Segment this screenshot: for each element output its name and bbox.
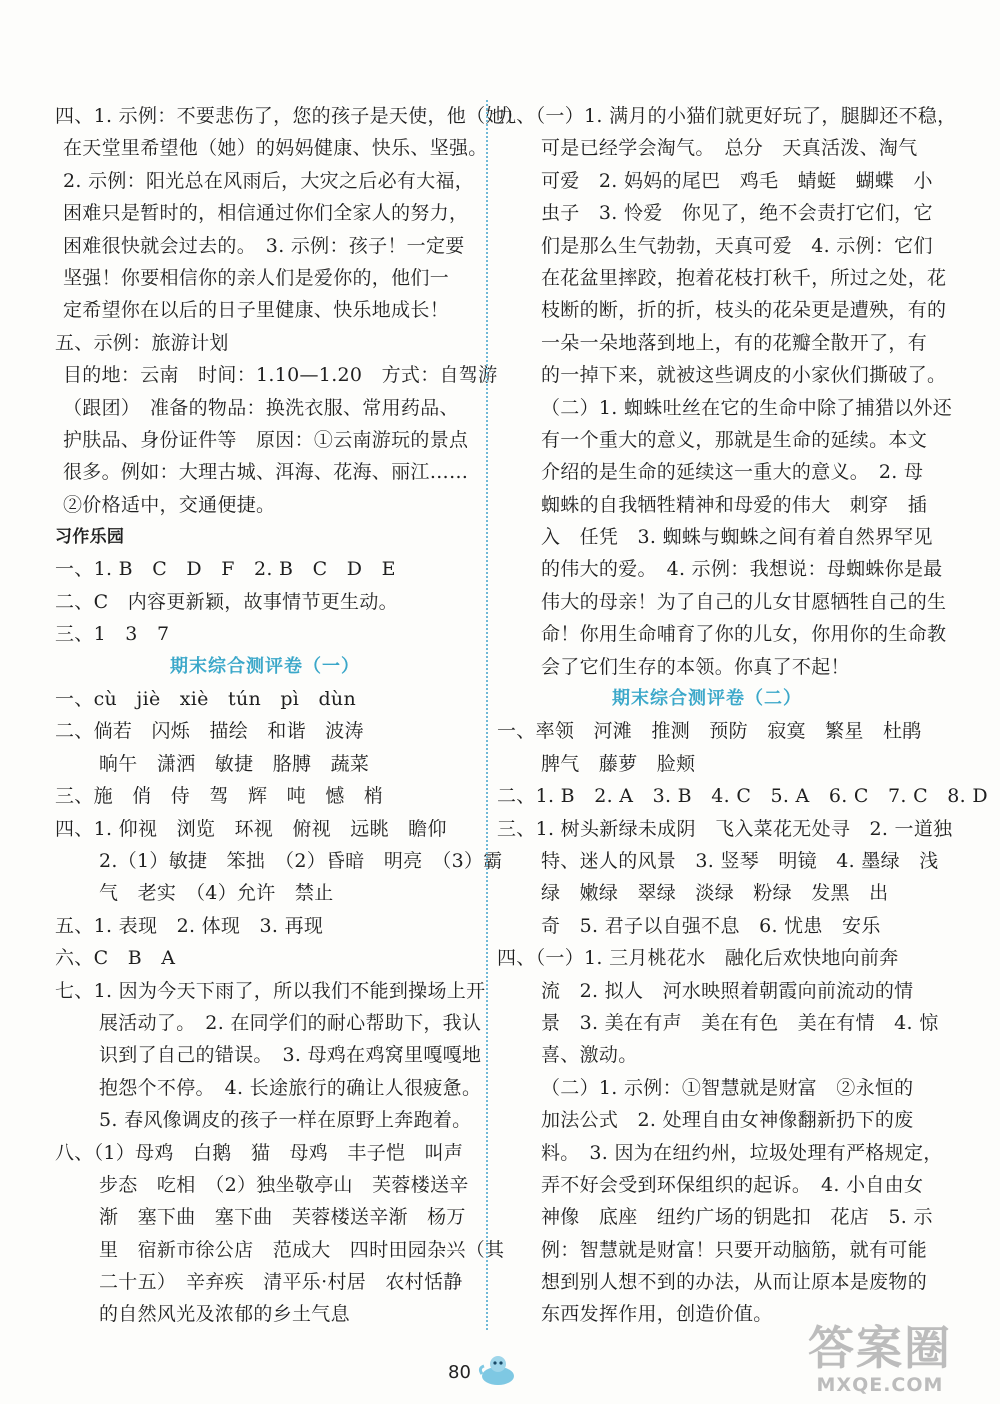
answer-line: 困难只是暂时的，相信通过你们全家人的努力， <box>63 202 469 225</box>
answer-line: 二、倘若 闪烁 描绘 和谐 波涛 <box>55 720 364 743</box>
answer-line: 定希望你在以后的日子里健康、快乐地成长！ <box>63 299 450 322</box>
answer-line: 九、（一）1. 满月的小猫们就更好玩了，腿脚还不稳， <box>497 105 957 127</box>
exam-title: 期末综合测评卷（一） <box>170 655 360 677</box>
answer-line: 渐 塞下曲 塞下曲 芙蓉楼送辛渐 杨万 <box>99 1206 466 1229</box>
answer-line: 神像 底座 纽约广场的钥匙扣 花店 5. 示 <box>541 1206 933 1229</box>
answer-line: 景 3. 美在有声 美在有色 美在有情 4. 惊 <box>541 1011 939 1034</box>
answer-line: 目的地：云南 时间：1.10—1.20 方式：自驾游 <box>63 364 498 387</box>
answer-line: 三、1 3 7 <box>55 623 170 646</box>
answer-line: 入 任凭 3. 蜘蛛与蜘蛛之间有着自然界罕见 <box>541 526 933 549</box>
answer-line: 五、示例：旅游计划 <box>55 331 229 354</box>
answer-line: 流 2. 拟人 河水映照着朝霞向前流动的情 <box>541 979 914 1002</box>
watermark-url-text: MXQE.COM <box>816 1374 944 1396</box>
mascot-icon <box>478 1352 518 1388</box>
answer-line: 蜘蛛的自我牺牲精神和母爱的伟大 刺穿 插 <box>541 493 928 516</box>
answer-line: 弄不好会受到环保组织的起诉。 4. 小自由女 <box>541 1173 924 1196</box>
answer-line: （二）1. 示例：①智慧就是财富 ②永恒的 <box>541 1076 914 1099</box>
answer-line: 晌午 潇洒 敏捷 胳膊 蔬菜 <box>99 752 370 775</box>
answer-line: 加法公式 2. 处理自由女神像翻新扔下的废 <box>541 1109 914 1132</box>
answer-line: 八、（1）母鸡 白鹅 猫 母鸡 丰子恺 叫声 <box>55 1141 464 1164</box>
answer-line: 四、1. 仰视 浏览 环视 俯视 远眺 瞻仰 <box>55 817 447 840</box>
answer-line: 料。 3. 因为在纽约州，垃圾处理有严格规定， <box>541 1141 943 1164</box>
answer-line: 们是那么生气勃勃，天真可爱 4. 示例：它们 <box>541 234 933 257</box>
answer-line: 在天堂里希望他（她）的妈妈健康、快乐、坚强。 <box>63 137 488 160</box>
answer-line: 四、1. 示例：不要悲伤了，您的孩子是天使，他（她） <box>55 105 524 127</box>
answer-line: 绿 嫩绿 翠绿 淡绿 粉绿 发黑 出 <box>541 882 889 905</box>
answer-line: 命！你用生命哺育了你的儿女，你用你的生命教 <box>541 623 947 646</box>
answer-line: 虫子 3. 怜爱 你见了，绝不会责打它们，它 <box>541 202 933 225</box>
answer-line: 一、率领 河滩 推测 预防 寂寞 繁星 杜鹃 <box>497 720 922 743</box>
answer-line: 一、1. B C D F 2. B C D E <box>55 558 396 581</box>
answer-line: 六、C B A <box>55 947 176 970</box>
answer-line: 一朵一朵地落到地上，有的花瓣全散开了，有 <box>541 331 928 354</box>
answer-line: 例：智慧就是财富！只要开动脑筋，就有可能 <box>541 1238 928 1261</box>
watermark-main-text: 答案圈 <box>808 1321 952 1375</box>
answer-line: 识到了自己的错误。 3. 母鸡在鸡窝里嘎嘎地 <box>99 1044 482 1067</box>
answer-line: 气 老实 （4）允许 禁止 <box>99 882 334 905</box>
answer-line: 喜、激动。 <box>541 1044 638 1067</box>
column-divider <box>486 100 488 1330</box>
answer-line: 可爱 2. 妈妈的尾巴 鸡毛 蜻蜓 蝴蝶 小 <box>541 169 933 192</box>
section-heading: 习作乐园 <box>55 527 125 548</box>
answer-line: 很多。例如：大理古城、洱海、花海、丽江…… <box>63 461 469 484</box>
answer-line: 四、（一）1. 三月桃花水 融化后欢快地向前奔 <box>497 947 899 970</box>
answer-line: 脾气 藤萝 脸颊 <box>541 752 696 775</box>
answer-line: 抱怨个不停。 4. 长途旅行的确让人很疲惫。 <box>99 1076 482 1099</box>
answer-line: 三、施 俏 侍 驾 辉 吨 憾 梢 <box>55 785 384 808</box>
answer-line: 可是已经学会淘气。 总分 天真活泼、淘气 <box>541 137 918 160</box>
answer-line: 特、迷人的风景 3. 竖琴 明镜 4. 墨绿 浅 <box>541 849 939 872</box>
answer-line: 介绍的是生命的延续这一重大的意义。 2. 母 <box>541 461 924 484</box>
answer-line: 的一掉下来，就被这些调皮的小家伙们撕破了。 <box>541 364 947 387</box>
left-answer-column <box>55 100 524 1331</box>
answer-line: 三、1. 树头新绿未成阴 飞入菜花无处寻 2. 一道独 <box>497 817 953 840</box>
answer-line: 会了它们生存的本领。你真了不起！ <box>541 655 850 678</box>
answer-line: 的伟大的爱。 4. 示例：我想说：母蜘蛛你是最 <box>541 558 943 581</box>
answer-line: 二、1. B 2. A 3. B 4. C 5. A 6. C 7. C 8. D <box>497 785 988 808</box>
answer-line: 困难很快就会过去的。 3. 示例：孩子！一定要 <box>63 234 465 257</box>
answer-line: 2.（1）敏捷 笨拙 （2）昏暗 明亮 （3）霸 <box>99 849 503 872</box>
answer-line: 七、1. 因为今天下雨了，所以我们不能到操场上开 <box>55 979 486 1002</box>
answer-line: 伟大的母亲！为了自己的儿女甘愿牺牲自己的生 <box>541 590 947 613</box>
answer-line: 展活动了。 2. 在同学们的耐心帮助下，我认 <box>99 1011 482 1034</box>
page-number: 80 <box>448 1362 471 1383</box>
right-answer-column <box>497 100 988 1331</box>
answer-line: ②价格适中，交通便捷。 <box>63 493 276 516</box>
answer-line: 在花盆里摔跤，抱着花枝打秋千，所过之处，花 <box>541 266 947 289</box>
answer-line: 枝断的断，折的折，枝头的花朵更是遭殃，有的 <box>541 299 947 322</box>
answer-line: 里 宿新市徐公店 范成大 四时田园杂兴（其 <box>99 1238 505 1261</box>
answer-line: 步态 吃相 （2）独坐敬亭山 芙蓉楼送辛 <box>99 1173 469 1196</box>
answer-line: 东西发挥作用，创造价值。 <box>541 1303 773 1326</box>
answer-line: （跟团） 准备的物品：换洗衣服、常用药品、 <box>63 396 459 419</box>
answer-line: 的自然风光及浓郁的乡土气息 <box>99 1303 350 1326</box>
answer-line: 2. 示例：阳光总在风雨后，大灾之后必有大福， <box>63 169 475 192</box>
answer-line: 二、C 内容更新颖，故事情节更生动。 <box>55 590 398 613</box>
answer-line: 二十五） 辛弃疾 清平乐·村居 农村恬静 <box>99 1271 463 1294</box>
answer-line: 5. 春风像调皮的孩子一样在原野上奔跑着。 <box>99 1109 472 1132</box>
answer-line: （二）1. 蜘蛛吐丝在它的生命中除了捕猎以外还 <box>541 396 953 419</box>
exam-title: 期末综合测评卷（二） <box>612 688 802 710</box>
watermark-logo <box>770 1322 990 1398</box>
answer-line: 想到别人想不到的办法，从而让原本是废物的 <box>541 1271 928 1294</box>
answer-line: 有一个重大的意义，那就是生命的延续。本文 <box>541 428 928 451</box>
answer-line: 一、cù jiè xiè tún pì dùn <box>55 688 357 711</box>
answer-line: 奇 5. 君子以自强不息 6. 忧患 安乐 <box>541 914 881 937</box>
answer-line: 护肤品、身份证件等 原因：①云南游玩的景点 <box>63 428 469 451</box>
answer-line: 五、1. 表现 2. 体现 3. 再现 <box>55 914 324 937</box>
answer-line: 坚强！你要相信你的亲人们是爱你的，他们一 <box>63 266 450 289</box>
